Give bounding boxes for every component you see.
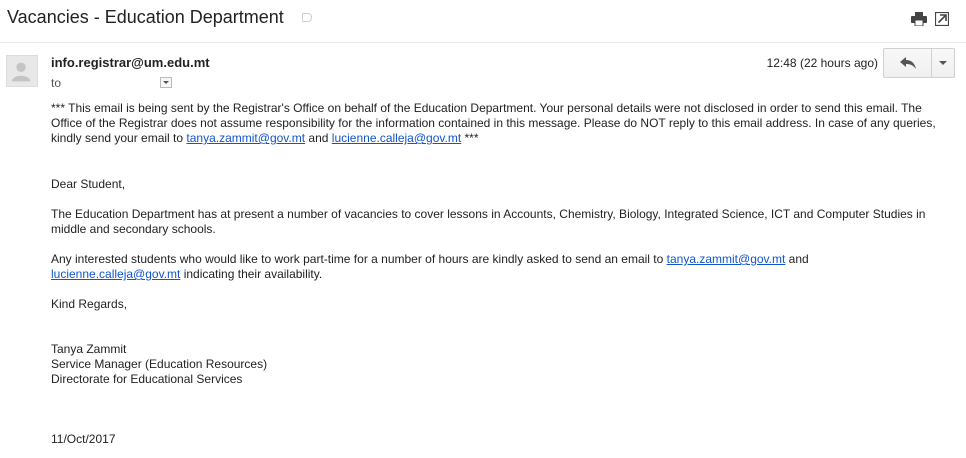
email-link-tanya[interactable]: tanya.zammit@gov.mt: [186, 131, 306, 145]
interest-text: Any interested students who would like to work part-time for a number of hours are kindly asked to send an email to: [51, 252, 667, 266]
greeting: Dear Student,: [51, 177, 126, 191]
reply-button-group: [883, 48, 955, 78]
interest-paragraph: [51, 252, 941, 282]
signature-directorate: Directorate for Educational Services: [51, 372, 243, 386]
more-options-button[interactable]: [932, 49, 954, 77]
signature: [51, 342, 267, 387]
signature-role: Service Manager (Education Resources): [51, 357, 268, 371]
notice-and: and: [308, 131, 329, 145]
email-link-lucienne-2[interactable]: lucienne.calleja@gov.mt: [51, 267, 181, 281]
email-link-tanya-2[interactable]: tanya.zammit@gov.mt: [666, 252, 786, 266]
signature-name: Tanya Zammit: [51, 342, 127, 356]
label-tag-icon[interactable]: [302, 13, 312, 22]
email-link-lucienne[interactable]: lucienne.calleja@gov.mt: [331, 131, 462, 145]
interest-and: and: [788, 252, 809, 266]
header-divider: [0, 42, 966, 43]
interest-end: indicating their availability.: [180, 267, 323, 281]
closing: Kind Regards,: [51, 297, 128, 311]
sender-address[interactable]: info.registrar@um.edu.mt: [51, 55, 210, 70]
vacancies-paragraph: The Education Department has at present a number of vacancies to cover lessons in Accounts, Chemistry, Biology, Integrated Science, ICT and Computer Studies in middle and secondary schools.: [51, 207, 926, 236]
email-subject: Vacancies - Education Department: [7, 7, 284, 27]
chevron-down-icon: [939, 61, 947, 66]
new-window-icon[interactable]: [935, 12, 949, 26]
notice-paragraph: [51, 101, 941, 146]
reply-icon: [900, 57, 916, 69]
recipient-line: to: [51, 76, 62, 90]
print-icon[interactable]: [911, 12, 927, 26]
notice-text: *** This email is being sent by the Registrar's Office on behalf of the Education Department. Your personal details were not disclosed in order to send this email. The Office of the Registrar does not assume responsibility for the information contained in this message. Please do NOT reply to this email address. In case of any queries, kindly send your email to: [51, 101, 936, 145]
reply-button[interactable]: [884, 49, 932, 77]
avatar-icon: [6, 55, 38, 87]
email-date: 11/Oct/2017: [51, 432, 116, 446]
notice-end: ***: [464, 131, 479, 145]
to-dropdown-icon[interactable]: [160, 77, 172, 88]
timestamp: 12:48 (22 hours ago): [766, 56, 878, 70]
